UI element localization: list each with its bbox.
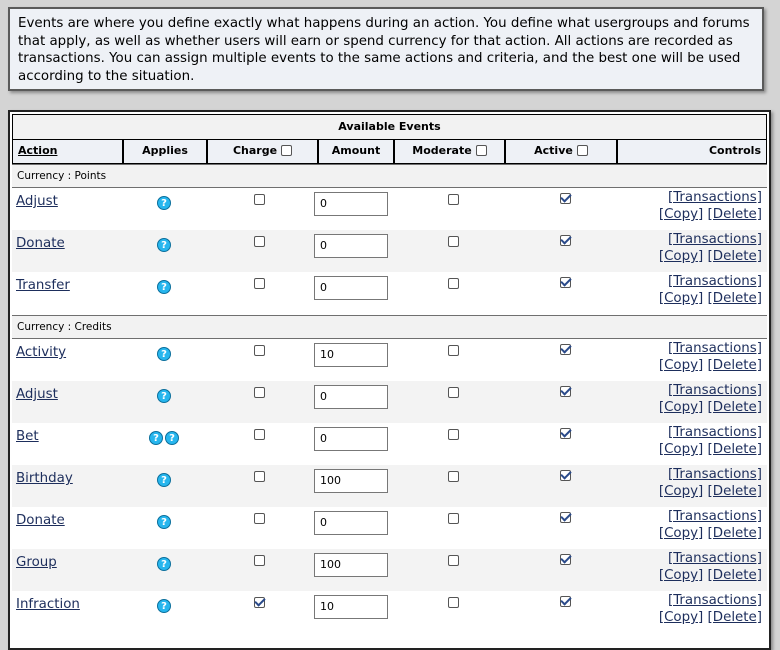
- copy-link[interactable]: [Copy]: [658, 526, 704, 541]
- row-controls: [659, 382, 762, 416]
- action-link[interactable]: Adjust: [16, 194, 58, 209]
- header-applies-label: Applies: [142, 144, 188, 157]
- table-row: [12, 339, 767, 381]
- charge-checkbox[interactable]: [254, 278, 265, 289]
- moderate-checkbox[interactable]: [448, 471, 459, 482]
- row-controls: [659, 273, 762, 307]
- moderate-all-checkbox[interactable]: [476, 145, 487, 156]
- moderate-checkbox[interactable]: [448, 194, 459, 205]
- moderate-checkbox[interactable]: [448, 387, 459, 398]
- delete-link[interactable]: [Delete]: [707, 484, 762, 499]
- amount-input[interactable]: 0: [314, 511, 388, 535]
- charge-all-checkbox[interactable]: [281, 145, 292, 156]
- description-text: Events are where you define exactly what happens during an action. You define what usergroups and forums that apply, as well as whether users will earn or spend currency for that action. All actions are recorded as transactions. You can assign multiple events to the same actions and criteria, and the best one will be used according to the situation.: [18, 16, 750, 84]
- charge-checkbox[interactable]: [254, 194, 265, 205]
- active-all-checkbox[interactable]: [577, 145, 588, 156]
- moderate-checkbox[interactable]: [448, 278, 459, 289]
- applies-cell: [124, 384, 204, 403]
- action-link[interactable]: Adjust: [16, 387, 58, 402]
- moderate-checkbox[interactable]: [448, 345, 459, 356]
- copy-link[interactable]: [Copy]: [658, 400, 704, 415]
- transactions-link[interactable]: [Transactions]: [667, 509, 762, 524]
- header-amount-label: Amount: [331, 144, 381, 157]
- header-action-label[interactable]: Action: [18, 144, 58, 157]
- moderate-checkbox[interactable]: [448, 555, 459, 566]
- transactions-link[interactable]: [Transactions]: [667, 274, 762, 289]
- charge-checkbox[interactable]: [254, 387, 265, 398]
- row-controls: [659, 550, 762, 584]
- applies-cell: [124, 468, 204, 487]
- charge-checkbox[interactable]: [254, 471, 265, 482]
- amount-input[interactable]: 0: [314, 276, 388, 300]
- applies-cell: [124, 594, 204, 613]
- help-icon[interactable]: ?: [157, 196, 171, 210]
- charge-checkbox[interactable]: [254, 513, 265, 524]
- help-icon[interactable]: ?: [165, 431, 179, 445]
- table-header-row: [12, 140, 767, 164]
- header-moderate: [394, 140, 505, 164]
- description-box: [8, 7, 764, 91]
- active-checkbox[interactable]: [560, 428, 571, 439]
- active-checkbox[interactable]: [560, 386, 571, 397]
- help-icon[interactable]: ?: [157, 515, 171, 529]
- active-checkbox[interactable]: [560, 470, 571, 481]
- delete-link[interactable]: [Delete]: [707, 207, 762, 222]
- help-icon[interactable]: ?: [149, 431, 163, 445]
- active-checkbox[interactable]: [560, 235, 571, 246]
- copy-link[interactable]: [Copy]: [658, 249, 704, 264]
- charge-checkbox[interactable]: [254, 555, 265, 566]
- copy-link[interactable]: [Copy]: [658, 358, 704, 373]
- table-row: [12, 188, 767, 230]
- copy-link[interactable]: [Copy]: [658, 568, 704, 583]
- amount-input[interactable]: 0: [314, 427, 388, 451]
- action-link[interactable]: Birthday: [16, 471, 73, 486]
- header-applies: [123, 140, 207, 164]
- amount-input[interactable]: 0: [314, 234, 388, 258]
- delete-link[interactable]: [Delete]: [707, 400, 762, 415]
- applies-cell: [124, 552, 204, 571]
- transactions-link[interactable]: [Transactions]: [667, 341, 762, 356]
- help-icon[interactable]: ?: [157, 238, 171, 252]
- row-controls: [659, 340, 762, 374]
- header-active-label: Active: [534, 144, 573, 157]
- delete-link[interactable]: [Delete]: [707, 568, 762, 583]
- action-link[interactable]: Donate: [16, 236, 65, 251]
- row-controls: [659, 189, 762, 223]
- header-controls-label: Controls: [708, 144, 761, 157]
- amount-input[interactable]: 10: [314, 343, 388, 367]
- moderate-checkbox[interactable]: [448, 236, 459, 247]
- section-header: Currency : Points: [12, 164, 767, 188]
- row-controls: [659, 424, 762, 458]
- header-charge-label: Charge: [232, 144, 278, 157]
- transactions-link[interactable]: [Transactions]: [667, 467, 762, 482]
- delete-link[interactable]: [Delete]: [707, 526, 762, 541]
- active-checkbox[interactable]: [560, 596, 571, 607]
- events-table: [8, 110, 771, 650]
- active-checkbox[interactable]: [560, 277, 571, 288]
- help-icon[interactable]: ?: [157, 557, 171, 571]
- charge-checkbox[interactable]: [254, 236, 265, 247]
- action-link[interactable]: Donate: [16, 513, 65, 528]
- active-checkbox[interactable]: [560, 512, 571, 523]
- table-row: [12, 591, 767, 633]
- applies-cell: [124, 342, 204, 361]
- charge-checkbox[interactable]: [254, 345, 265, 356]
- transactions-link[interactable]: [Transactions]: [667, 383, 762, 398]
- action-link[interactable]: Group: [16, 555, 57, 570]
- active-checkbox[interactable]: [560, 344, 571, 355]
- help-icon[interactable]: ?: [157, 280, 171, 294]
- table-row: [12, 549, 767, 591]
- table-row: [12, 507, 767, 549]
- action-link[interactable]: Bet: [16, 429, 39, 444]
- table-title: Available Events: [12, 114, 767, 140]
- table-row: [12, 381, 767, 423]
- transactions-link[interactable]: [Transactions]: [667, 232, 762, 247]
- header-charge: [207, 140, 318, 164]
- applies-cell: [124, 426, 204, 445]
- copy-link[interactable]: [Copy]: [658, 484, 704, 499]
- delete-link[interactable]: [Delete]: [707, 610, 762, 625]
- table-row: [12, 272, 767, 314]
- header-active: [505, 140, 617, 164]
- applies-cell: [124, 191, 204, 210]
- header-moderate-label: Moderate: [412, 144, 472, 157]
- copy-link[interactable]: [Copy]: [658, 207, 704, 222]
- section-header: Currency : Credits: [12, 315, 767, 339]
- transactions-link[interactable]: [Transactions]: [667, 593, 762, 608]
- active-checkbox[interactable]: [560, 193, 571, 204]
- header-action[interactable]: [12, 140, 123, 164]
- moderate-checkbox[interactable]: [448, 597, 459, 608]
- delete-link[interactable]: [Delete]: [707, 358, 762, 373]
- action-link[interactable]: Infraction: [16, 597, 80, 612]
- amount-input[interactable]: 100: [314, 553, 388, 577]
- delete-link[interactable]: [Delete]: [707, 291, 762, 306]
- row-controls: [659, 466, 762, 500]
- active-checkbox[interactable]: [560, 554, 571, 565]
- moderate-checkbox[interactable]: [448, 429, 459, 440]
- copy-link[interactable]: [Copy]: [658, 442, 704, 457]
- action-link[interactable]: Activity: [16, 345, 67, 360]
- applies-cell: [124, 233, 204, 252]
- header-controls: [617, 140, 767, 164]
- row-controls: [659, 508, 762, 542]
- row-controls: [659, 592, 762, 626]
- table-row: [12, 423, 767, 465]
- table-row: [12, 465, 767, 507]
- amount-input[interactable]: 0: [314, 192, 388, 216]
- charge-checkbox[interactable]: [254, 597, 265, 608]
- moderate-checkbox[interactable]: [448, 513, 459, 524]
- copy-link[interactable]: [Copy]: [658, 291, 704, 306]
- transactions-link[interactable]: [Transactions]: [667, 425, 762, 440]
- action-link[interactable]: Transfer: [16, 278, 70, 293]
- transactions-link[interactable]: [Transactions]: [667, 190, 762, 205]
- help-icon[interactable]: ?: [157, 389, 171, 403]
- transactions-link[interactable]: [Transactions]: [667, 551, 762, 566]
- header-amount: [318, 140, 394, 164]
- delete-link[interactable]: [Delete]: [707, 249, 762, 264]
- row-controls: [659, 231, 762, 265]
- help-icon[interactable]: ?: [157, 599, 171, 613]
- copy-link[interactable]: [Copy]: [658, 610, 704, 625]
- charge-checkbox[interactable]: [254, 429, 265, 440]
- help-icon[interactable]: ?: [157, 473, 171, 487]
- table-row: [12, 230, 767, 272]
- help-icon[interactable]: ?: [157, 347, 171, 361]
- amount-input[interactable]: 10: [314, 595, 388, 619]
- applies-cell: [124, 275, 204, 294]
- amount-input[interactable]: 100: [314, 469, 388, 493]
- applies-cell: [124, 510, 204, 529]
- delete-link[interactable]: [Delete]: [707, 442, 762, 457]
- amount-input[interactable]: 0: [314, 385, 388, 409]
